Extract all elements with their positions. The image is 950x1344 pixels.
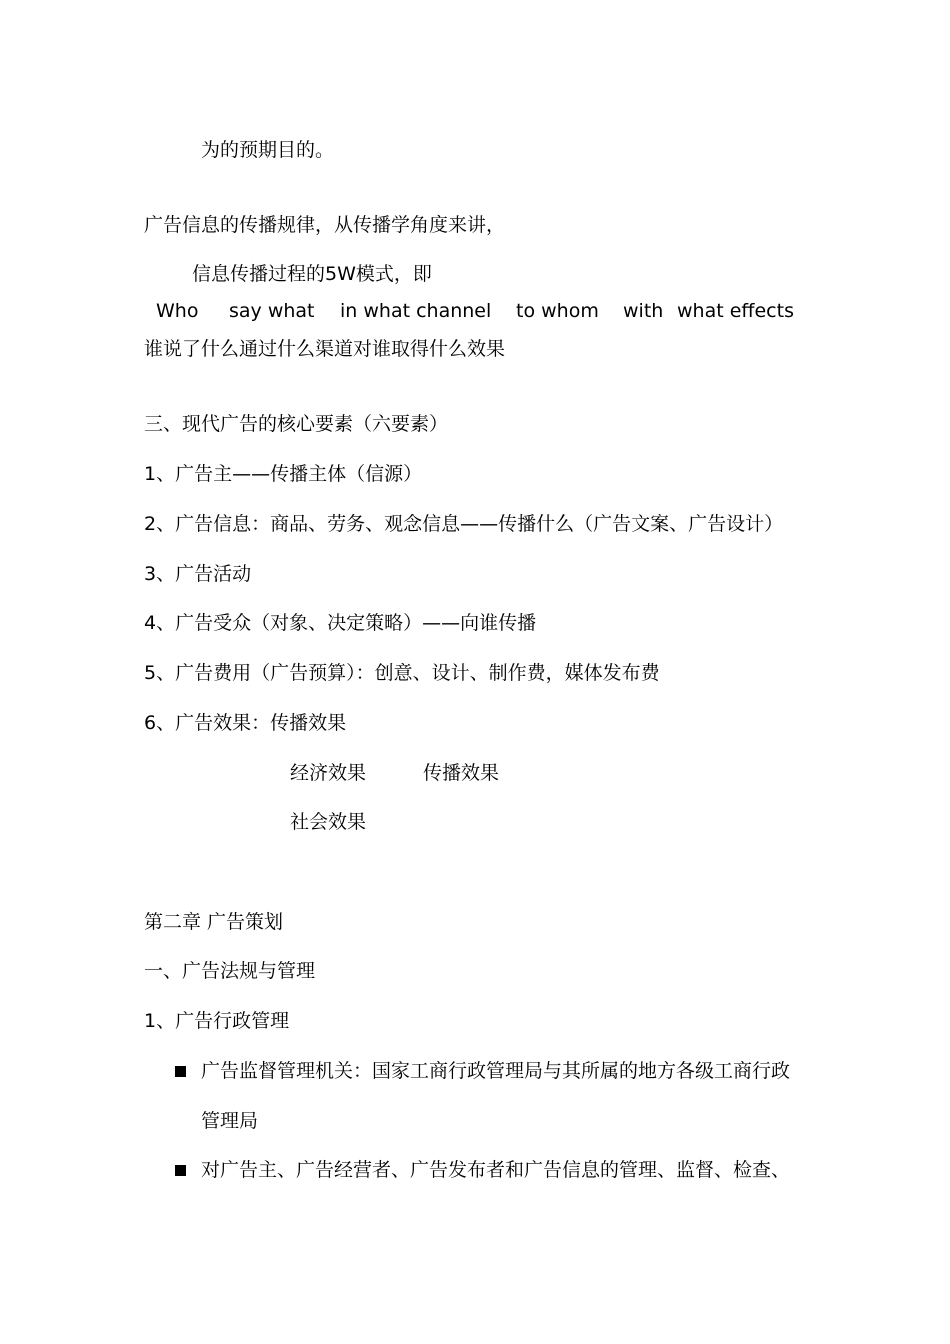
- chapter2-heading: 第二章 广告策划: [144, 911, 284, 933]
- effect-communication: 传播效果: [423, 762, 500, 784]
- model-chinese: 谁说了什么通过什么渠道对谁取得什么效果: [144, 338, 506, 360]
- model-term-channel: in what channel: [340, 300, 492, 322]
- element-item: 4、广告受众（对象、决定策略）——向谁传播: [144, 612, 537, 634]
- square-bullet-icon: [175, 1066, 186, 1077]
- effect-economic: 经济效果: [290, 762, 367, 784]
- model-term-to-whom: to whom: [516, 300, 599, 322]
- bullet-text-continued: 管理局: [201, 1110, 259, 1132]
- model-term-with: with: [623, 300, 664, 322]
- model-intro: 信息传播过程的5W模式，即: [192, 263, 432, 285]
- element-item: 2、广告信息：商品、劳务、观念信息——传播什么（广告文案、广告设计）: [144, 513, 784, 535]
- section3-heading: 三、现代广告的核心要素（六要素）: [144, 413, 449, 435]
- square-bullet-icon: [175, 1165, 186, 1176]
- chapter2-section1: 一、广告法规与管理: [144, 960, 316, 982]
- model-term-effects: what effects: [677, 300, 794, 322]
- bullet-text: 广告监督管理机关：国家工商行政管理局与其所属的地方各级工商行政: [201, 1060, 791, 1082]
- model-term-who: Who: [156, 300, 199, 322]
- bullet-text: 对广告主、广告经营者、广告发布者和广告信息的管理、监督、检查、: [201, 1159, 791, 1181]
- chapter2-item1: 1、广告行政管理: [144, 1010, 290, 1032]
- element-item: 5、广告费用（广告预算）：创意、设计、制作费，媒体发布费: [144, 662, 660, 684]
- element-item: 6、广告效果：传播效果: [144, 712, 347, 734]
- intro-paragraph: 广告信息的传播规律，从传播学角度来讲，: [144, 214, 506, 236]
- element-item: 3、广告活动: [144, 563, 252, 585]
- continuation-text: 为的预期目的。: [201, 139, 335, 161]
- element-item: 1、广告主——传播主体（信源）: [144, 463, 423, 485]
- effect-social: 社会效果: [290, 811, 367, 833]
- model-term-say-what: say what: [229, 300, 315, 322]
